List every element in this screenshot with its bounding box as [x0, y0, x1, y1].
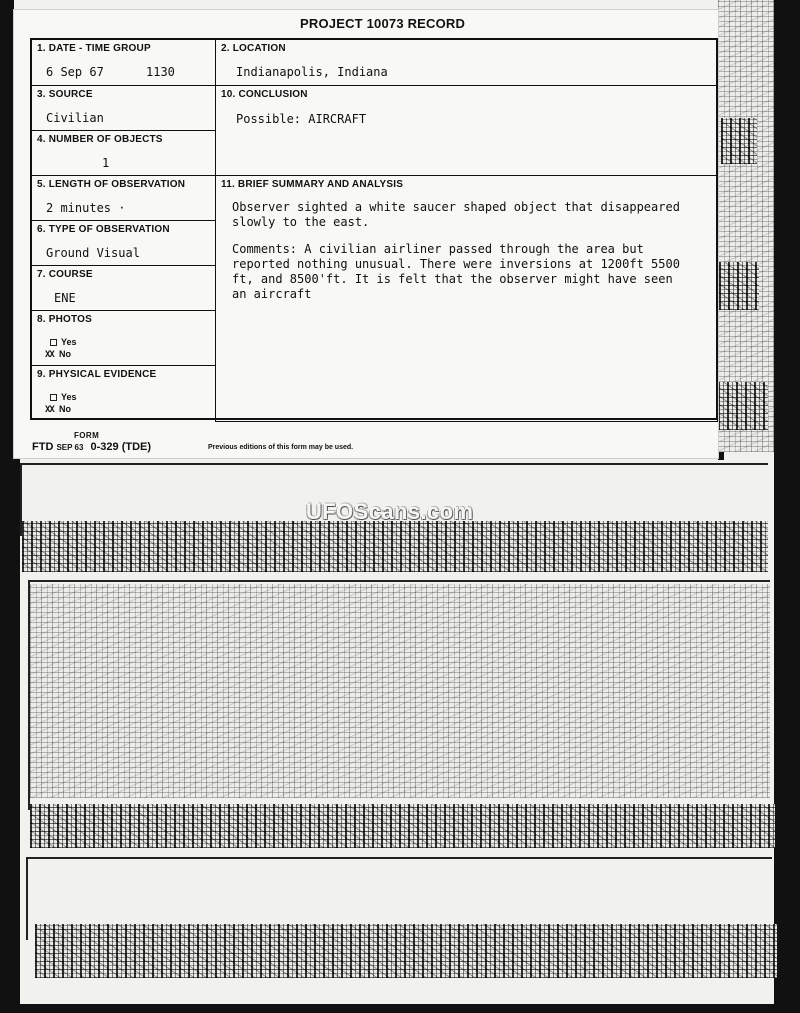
photos-yes-label: Yes — [61, 337, 77, 347]
ufoscans-watermark: UFOScans.com — [306, 499, 474, 524]
form-code — [32, 441, 151, 453]
conclusion-label: 10. CONCLUSION — [221, 89, 308, 100]
scan-panel-large — [30, 584, 770, 798]
course-label: 7. COURSE — [37, 269, 93, 280]
photos-no-label: No — [59, 349, 71, 359]
right-scan-artifact-2 — [719, 262, 759, 310]
time-value: 1130 — [146, 65, 175, 79]
right-dark-edge — [774, 0, 800, 1013]
brief-summary-text — [232, 200, 694, 314]
number-of-objects-cell — [32, 131, 216, 176]
form-footer-note: Previous editions of this form may be used. — [208, 444, 354, 451]
form-date-code: SEP 63 — [56, 443, 84, 452]
course-cell — [32, 266, 216, 311]
bottom-dark-edge — [20, 1004, 774, 1013]
number-of-objects-value: 1 — [102, 156, 110, 170]
brief-summary-label: 11. BRIEF SUMMARY AND ANALYSIS — [221, 179, 404, 190]
physical-evidence-yes-label: Yes — [61, 392, 77, 402]
summary-paragraph-1: Observer sighted a white saucer shaped object that disappeared slowly to the east. — [232, 200, 680, 229]
photos-label: 8. PHOTOS — [37, 314, 92, 325]
summary-paragraph-2: Comments: A civilian airliner passed through the area but reported nothing unusual. There were inversions at 1200ft 5500 ft, and 8500'ft. It is felt that the observer might have seen an aircraft — [232, 242, 680, 301]
scan-band-3 — [35, 924, 777, 978]
number-of-objects-label: 4. NUMBER OF OBJECTS — [37, 134, 163, 145]
photos-cell — [32, 311, 216, 366]
source-label: 3. SOURCE — [37, 89, 93, 100]
location-value: Indianapolis, Indiana — [236, 65, 388, 79]
form-title: PROJECT 10073 RECORD — [300, 16, 466, 31]
length-of-observation-cell — [32, 176, 216, 221]
left-dark-edge-top — [0, 0, 14, 460]
physical-evidence-yes-checkbox — [50, 394, 57, 401]
source-cell — [32, 86, 216, 131]
scan-band-2 — [30, 804, 775, 848]
form-footer — [32, 433, 592, 461]
right-scan-artifact-1 — [721, 118, 757, 164]
form-prefix: FTD — [32, 441, 54, 453]
photos-yes-row — [50, 337, 77, 347]
type-of-observation-label: 6. TYPE OF OBSERVATION — [37, 224, 170, 235]
length-of-observation-label: 5. LENGTH OF OBSERVATION — [37, 179, 186, 190]
brief-summary-cell — [216, 176, 718, 422]
scan-border-left-3 — [26, 858, 28, 940]
type-of-observation-cell — [32, 221, 216, 266]
physical-evidence-no-mark: XX — [45, 405, 54, 415]
location-cell — [216, 40, 718, 86]
date-time-group-cell — [32, 40, 216, 86]
date-time-group-label: 1. DATE - TIME GROUP — [37, 43, 151, 54]
date-value: 6 Sep 67 — [46, 65, 104, 79]
photos-yes-checkbox — [50, 339, 57, 346]
physical-evidence-cell — [32, 366, 216, 422]
right-scan-artifact-3 — [718, 382, 768, 430]
location-label: 2. LOCATION — [221, 43, 286, 54]
physical-evidence-no-row — [45, 404, 71, 415]
physical-evidence-yes-row — [50, 392, 77, 402]
scan-border-line-2 — [28, 580, 770, 582]
form-number: 0-329 (TDE) — [90, 441, 152, 453]
photos-no-mark: XX — [45, 350, 54, 360]
form-label: FORM — [74, 431, 100, 440]
physical-evidence-label: 9. PHYSICAL EVIDENCE — [37, 369, 157, 380]
conclusion-value: Possible: AIRCRAFT — [236, 112, 367, 126]
course-value: ENE — [54, 291, 76, 305]
conclusion-cell — [216, 86, 718, 176]
physical-evidence-no-label: No — [59, 404, 71, 414]
scan-border-line-1 — [20, 463, 768, 465]
length-of-observation-value: 2 minutes · — [46, 201, 126, 215]
source-value: Civilian — [46, 111, 104, 125]
project-record-form — [14, 10, 718, 458]
left-dark-edge-bottom — [0, 458, 20, 1013]
scan-border-line-3 — [26, 857, 772, 859]
type-of-observation-value: Ground Visual — [46, 246, 140, 260]
scan-band-1 — [22, 521, 768, 572]
record-grid — [30, 38, 718, 420]
photos-no-row — [45, 349, 71, 360]
